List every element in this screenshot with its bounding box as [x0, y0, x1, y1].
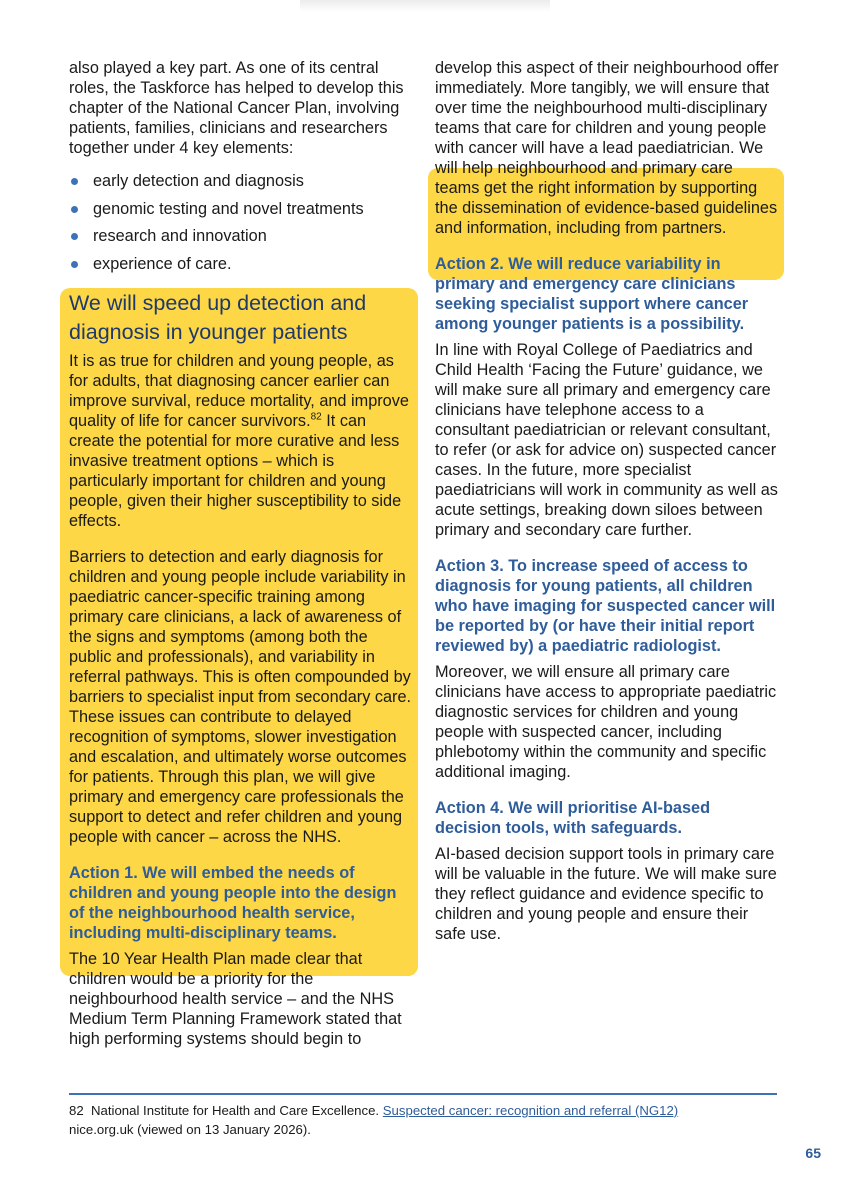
intro-paragraph: also played a key part. As one of its central roles, the Taskforce has helped to develop this chapter of the National Cancer Plan, involving patients, families, clinicians and researchers together under 4 key elements: [69, 59, 404, 157]
bullet-icon [71, 178, 78, 185]
paragraph-early-diagnosis: It is as true for children and young people, as for adults, that diagnosing cancer earlier can improve survival, reduce mortality, and improve quality of life for cancer survivors.$^{82}$ It can create the potential for more curative and less invasive treatment options – which is particularly important for children and young people, given their higher susceptibility to side effects. [69, 352, 409, 530]
paragraph-rcpch: In line with Royal College of Paediatrics and Child Health ‘Facing the Future’ guidance, we will make sure all primary and emergency care clinicians have telephone access to a consultant paediatrician or relevant consultant, to refer (or ask for advice on) suspected cancer cases. In the future, more specialist paediatricians will work in community as well as acute settings, breaking down siloes between primary and secondary care further. [435, 341, 778, 539]
paragraph-diagnostic-services: Moreover, we will ensure all primary care clinicians have access to appropriate paediatric diagnostic services for children and young people with suspected cancer, including phlebotomy within the community and specific additional imaging. [435, 663, 777, 781]
footnote-ref[interactable]: 82 [310, 411, 322, 423]
footnote-link[interactable]: Suspected cancer: recognition and referral (NG12) [382, 1103, 679, 1118]
action-2-heading: Action 2. We will reduce variability in primary and emergency care clinicians seeking specialist support where cancer among younger patients is a possibility. [435, 255, 749, 333]
right-column [435, 58, 780, 944]
list-item: early detection and diagnosis [69, 168, 414, 196]
section-heading: We will speed up detection and diagnosis in younger patients [69, 291, 367, 344]
action-1-heading: Action 1. We will embed the needs of children and young people into the design of the neighbourhood health service, including multi-disciplinary teams. [69, 864, 397, 942]
left-column [69, 58, 414, 1049]
bullet-icon [71, 206, 78, 213]
list-item: experience of care. [69, 251, 414, 279]
paragraph-ai-tools: AI-based decision support tools in primary care will be valuable in the future. We will make sure they reflect guidance and evidence specific to children and young people and ensure their safe use. [435, 845, 777, 943]
paragraph-10-year-plan: The 10 Year Health Plan made clear that children would be a priority for the neighbourhood health service – and the NHS Medium Term Planning Framework stated that high performing systems should begin to [69, 950, 402, 1048]
footnote-divider [69, 1093, 777, 1095]
paragraph-barriers: Barriers to detection and early diagnosis for children and young people include variability in paediatric cancer-specific training among primary care clinicians, a lack of awareness of the signs and symptoms (among both the public and professionals), and variability in referral pathways. This is often compounded by barriers to specialist input from secondary care. These issues can contribute to delayed recognition of symptoms, slower investigation and escalation, and ultimately worse outcomes for patients. Through this plan, we will give primary and emergency care professionals the support to detect and refer children and young people with cancer – across the NHS. [69, 548, 412, 846]
action-3-heading: Action 3. To increase speed of access to diagnosis for young patients, all children who have imaging for suspected cancer will be reported by (or have their initial report reviewed by) a paediatric radiologist. [435, 557, 776, 655]
page-number: 65 [805, 1145, 821, 1161]
action-4-heading: Action 4. We will prioritise AI-based decision tools, with safeguards. [435, 799, 711, 837]
key-elements-list [69, 168, 414, 278]
top-shadow [300, 0, 550, 12]
footnote [69, 1101, 789, 1139]
bullet-icon [71, 261, 78, 268]
footnote-number: 82 [69, 1103, 84, 1118]
bullet-icon [71, 233, 78, 240]
paragraph-neighbourhood: develop this aspect of their neighbourhood offer immediately. More tangibly, we will ensure that over time the neighbourhood multi-disciplinary teams that care for children and young people with cancer will have a lead paediatrician. We will help neighbourhood and primary care teams get the right information by supporting the dissemination of evidence-based guidelines and information, including from partners. [435, 59, 779, 237]
list-item: genomic testing and novel treatments [69, 196, 414, 224]
footnote-source: nice.org.uk (viewed on 13 January 2026). [69, 1122, 311, 1137]
list-item: research and innovation [69, 223, 414, 251]
footnote-text: National Institute for Health and Care Excellence. [91, 1103, 380, 1118]
